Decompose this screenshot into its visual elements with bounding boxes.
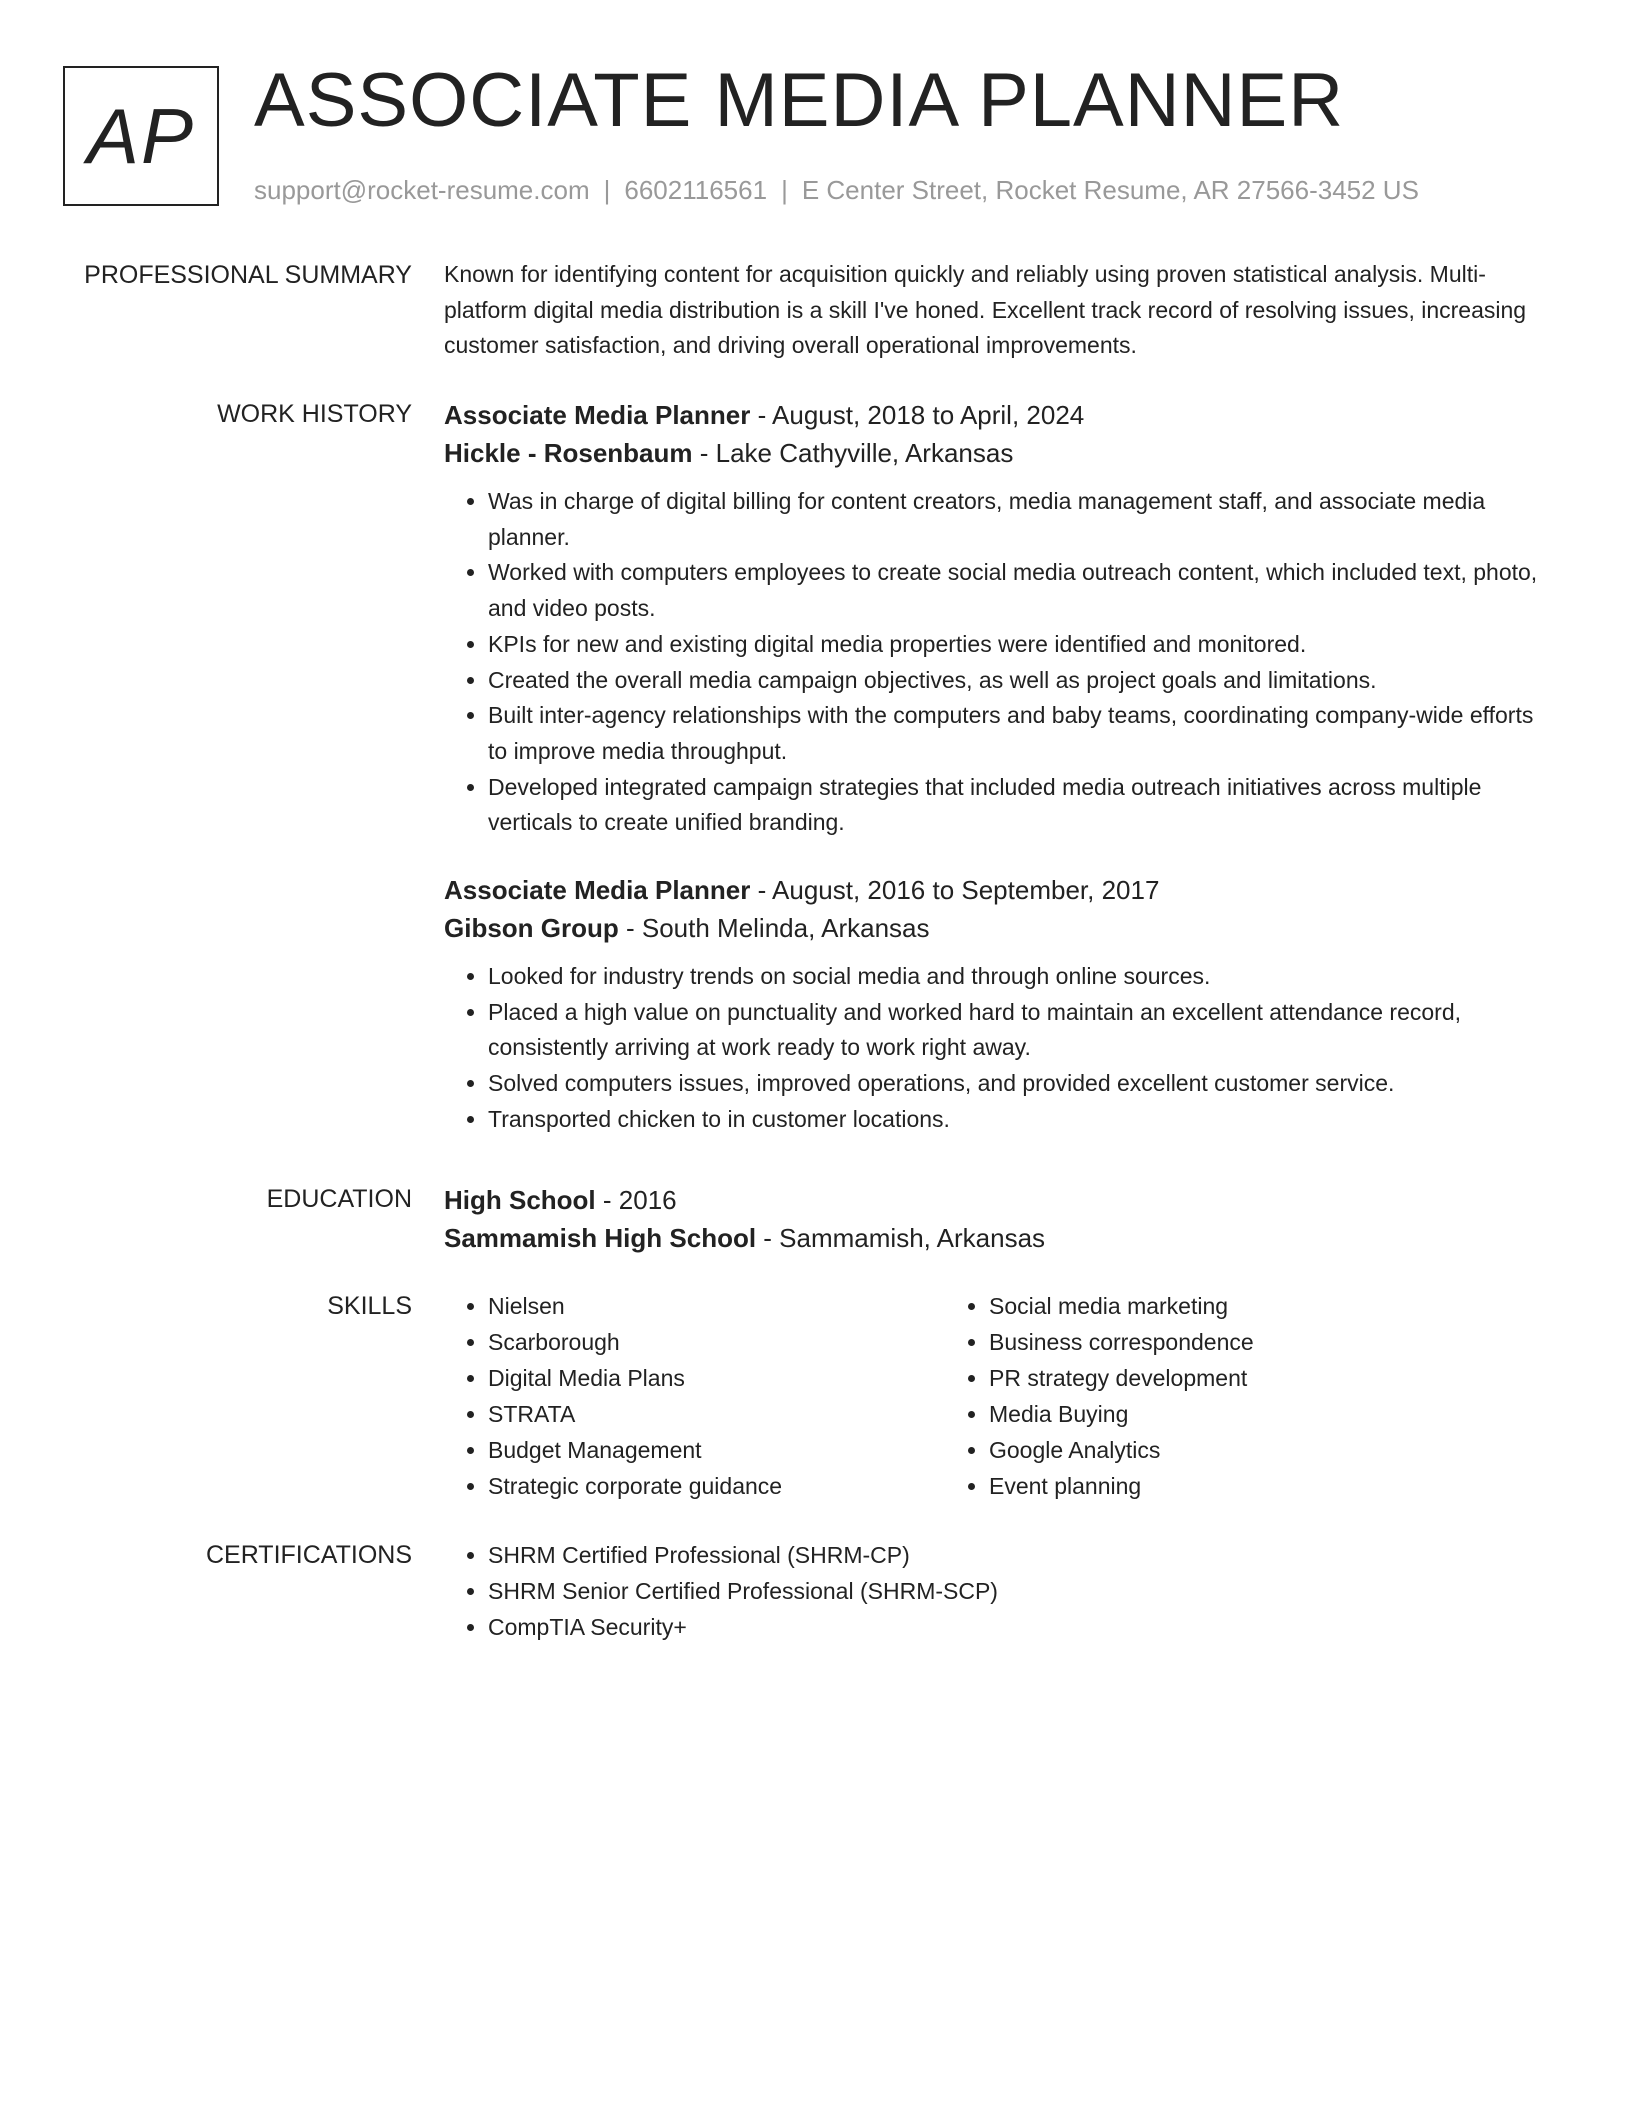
job-title-line [444, 396, 1544, 434]
skill-item: • Media Buying [989, 1396, 1254, 1432]
page-title: ASSOCIATE MEDIA PLANNER [254, 58, 1345, 143]
job-dates: - August, 2016 to September, 2017 [750, 875, 1160, 906]
section-label-work-history: WORK HISTORY [217, 400, 412, 428]
job-company-line [444, 909, 1544, 947]
skill-item: • Event planning [989, 1468, 1254, 1504]
section-label-skills: SKILLS [327, 1292, 412, 1320]
job-company: Hickle - Rosenbaum [444, 438, 693, 468]
skill-item: • Business correspondence [989, 1324, 1254, 1360]
list-item: • Solved computers issues, improved operations, and provided excellent customer service. [488, 1066, 1544, 1102]
education-degree-line [444, 1181, 1544, 1219]
list-item: • Was in charge of digital billing for content creators, media management staff, and associate media planner. [488, 484, 1544, 555]
summary-text: Known for identifying content for acquisition quickly and reliably using proven statistical analysis. Multi-platform digital media distribution is a skill I've honed. Excellent track record of resolving issues, increasing customer satisfaction, and driving overall operational improvements. [444, 261, 1527, 358]
education-degree: High School [444, 1185, 596, 1215]
job-bullets [444, 959, 1544, 1138]
contact-separator: | [603, 175, 611, 205]
contact-address: E Center Street, Rocket Resume, AR 27566-3452 US [801, 175, 1419, 205]
skill-item: • PR strategy development [989, 1360, 1254, 1396]
education-school-line [444, 1219, 1544, 1257]
list-item: • Developed integrated campaign strategies that included media outreach initiatives across multiple verticals to create unified branding. [488, 770, 1544, 841]
education-year: - 2016 [595, 1185, 677, 1215]
list-item: • Created the overall media campaign objectives, as well as project goals and limitations. [488, 663, 1544, 699]
job-dates: - August, 2018 to April, 2024 [750, 400, 1085, 430]
contact-separator: | [781, 175, 788, 205]
section-label-education: EDUCATION [266, 1185, 412, 1213]
job-company-line [444, 434, 1544, 472]
job-entry [444, 871, 1544, 1138]
education-school: Sammamish High School [444, 1223, 757, 1253]
initials-text: AP [86, 91, 196, 180]
skills-list-left [444, 1288, 945, 1504]
skill-item: • Google Analytics [989, 1432, 1254, 1468]
job-title: Associate Media Planner [444, 400, 751, 430]
section-label-certifications: CERTIFICATIONS [205, 1541, 412, 1569]
skills-list-right [945, 1288, 1254, 1504]
job-title: Associate Media Planner [444, 875, 751, 906]
contact-phone: 6602116561 [624, 175, 768, 205]
skill-item: • Scarborough [488, 1324, 945, 1360]
section-label-summary: PROFESSIONAL SUMMARY [84, 261, 412, 289]
job-location: - South Melinda, Arkansas [618, 913, 930, 944]
skill-item: • STRATA [488, 1396, 945, 1432]
certification-item: • CompTIA Security+ [488, 1609, 998, 1645]
job-title-line [444, 871, 1544, 909]
certification-item: • SHRM Senior Certified Professional (SHRM-SCP) [488, 1573, 998, 1609]
contact-email: support@rocket-resume.com [254, 175, 590, 205]
certifications-list [444, 1537, 998, 1645]
contact-line [254, 172, 1419, 208]
job-entry [444, 396, 1544, 841]
job-company: Gibson Group [444, 913, 619, 944]
job-location: - Lake Cathyville, Arkansas [692, 438, 1014, 468]
list-item: • Transported chicken to in customer locations. [488, 1102, 1544, 1138]
skill-item: • Nielsen [488, 1288, 945, 1324]
skill-item: • Budget Management [488, 1432, 945, 1468]
job-bullets [444, 484, 1544, 841]
skill-item: • Social media marketing [989, 1288, 1254, 1324]
list-item: • KPIs for new and existing digital media properties were identified and monitored. [488, 627, 1544, 663]
skill-item: • Strategic corporate guidance [488, 1468, 945, 1504]
list-item: • Looked for industry trends on social media and through online sources. [488, 959, 1544, 995]
skill-item: • Digital Media Plans [488, 1360, 945, 1396]
education-location: - Sammamish, Arkansas [756, 1223, 1046, 1253]
initials-monogram [63, 66, 219, 206]
certification-item: • SHRM Certified Professional (SHRM-CP) [488, 1537, 998, 1573]
list-item: • Built inter-agency relationships with the computers and baby teams, coordinating company-wide efforts to improve media throughput. [488, 698, 1544, 769]
list-item: • Placed a high value on punctuality and worked hard to maintain an excellent attendance record, consistently arriving at work ready to work right away. [488, 995, 1544, 1066]
list-item: • Worked with computers employees to create social media outreach content, which included text, photo, and video posts. [488, 555, 1544, 626]
